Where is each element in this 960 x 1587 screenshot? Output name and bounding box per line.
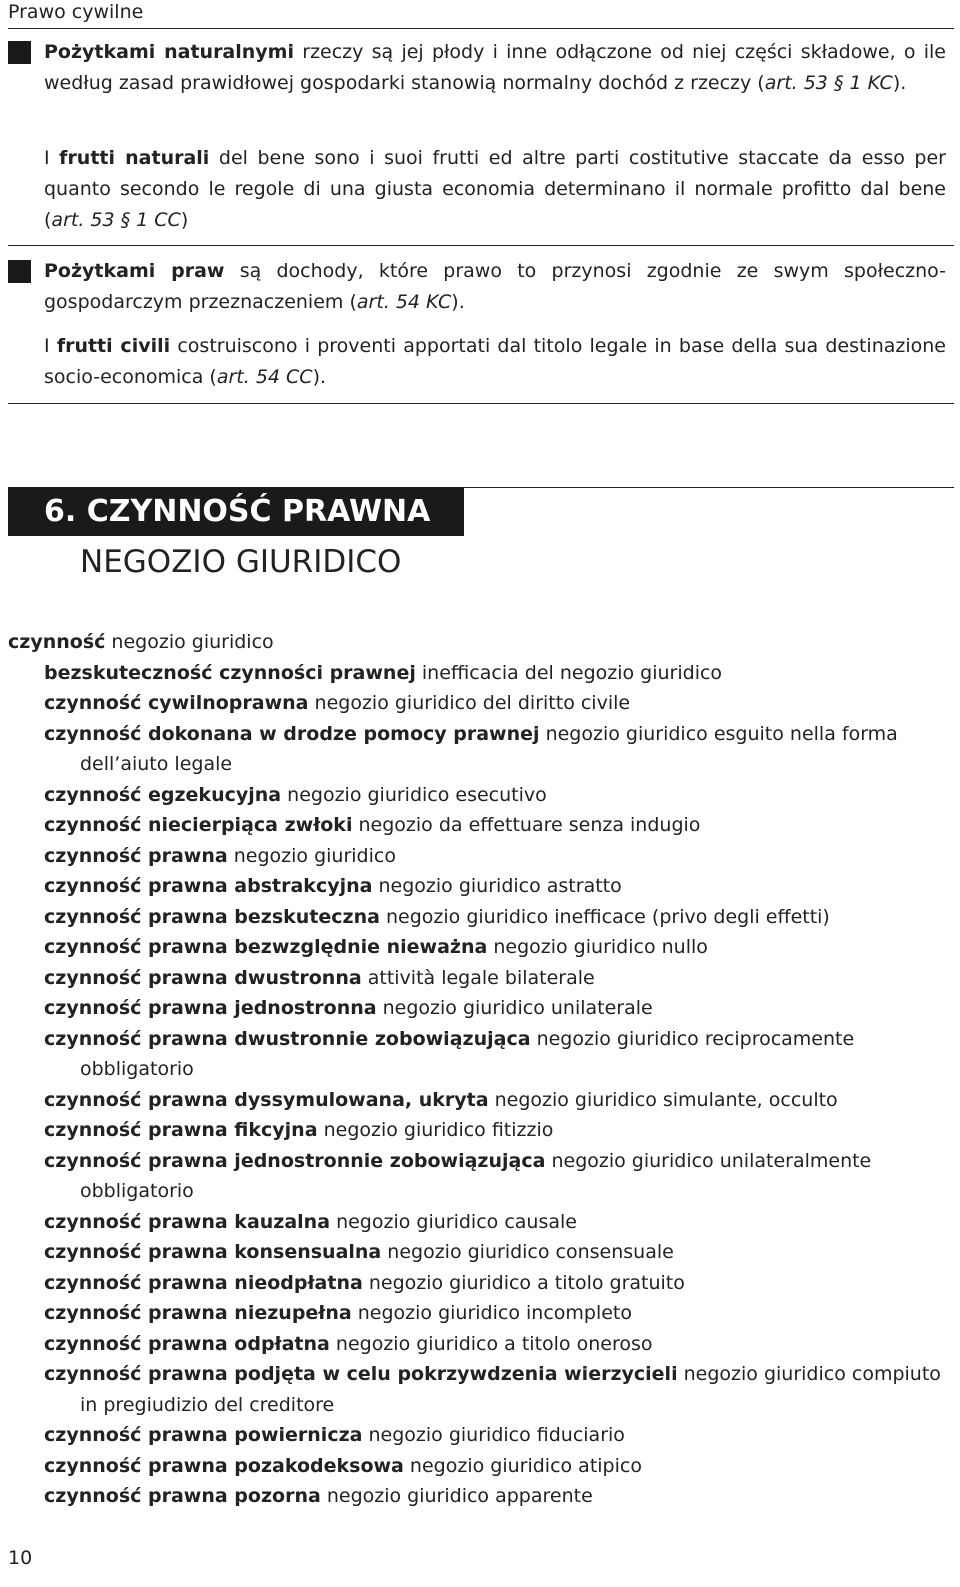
term-pl-2: Pożytkami praw — [44, 260, 225, 282]
glossary-term: czynność dokonana w drodze pomocy prawnej — [44, 722, 540, 745]
glossary-term: czynność prawna — [44, 844, 228, 867]
bullet-square — [8, 41, 31, 64]
paragraph-pl-2 — [44, 256, 946, 318]
glossary-term: czynność prawna powiernicza — [44, 1424, 363, 1446]
glossary-entry — [8, 1451, 946, 1482]
page-number: 10 — [8, 1547, 33, 1569]
glossary-term: czynność prawna pozorna — [44, 1485, 321, 1507]
glossary-translation: negozio giuridico a titolo gratuito — [362, 1271, 685, 1294]
glossary-translation: negozio giuridico unilaterale — [376, 997, 653, 1019]
glossary-translation: negozio giuridico simulante, occulto — [488, 1088, 838, 1111]
glossary-translation: negozio giuridico — [105, 631, 274, 653]
glossary-translation: negozio da effettuare senza indugio — [352, 814, 701, 836]
ref-it-2: art. 54 CC — [216, 366, 313, 388]
glossary-term: czynność prawna nieodpłatna — [44, 1271, 363, 1294]
glossary-translation: negozio giuridico atipico — [403, 1454, 642, 1477]
glossary-term: czynność niecierpiąca zwłoki — [44, 814, 353, 836]
ref-pl-2: art. 54 KC — [356, 291, 452, 313]
text-it-2: costruiscono i proventi apportati dal titolo legale in base della sua destinazione socio-economica ( — [44, 335, 946, 388]
glossary-translation: negozio giuridico — [227, 844, 396, 867]
glossary-entry — [8, 780, 946, 811]
glossary-entry — [8, 1359, 946, 1420]
glossary-translation: negozio giuridico esguito nella forma dell’aiuto legale — [80, 722, 898, 775]
glossary-term: czynność prawna abstrakcyjna — [44, 875, 373, 897]
glossary-entry — [8, 902, 946, 933]
glossary-term: czynność prawna odpłatna — [44, 1332, 330, 1355]
running-head: Prawo cywilne — [8, 1, 144, 23]
glossary-entry — [8, 932, 946, 963]
bullet-square — [8, 260, 31, 283]
glossary-translation: inefficacia del negozio giuridico — [415, 661, 723, 684]
chapter-rule — [464, 487, 954, 488]
glossary-translation: negozio giuridico incompleto — [351, 1302, 632, 1324]
paragraph-pl-1 — [44, 37, 946, 99]
glossary-translation: negozio giuridico a titolo oneroso — [329, 1332, 653, 1355]
glossary-term: bezskuteczność czynności prawnej — [44, 661, 416, 684]
ref-it-1: art. 53 § 1 CC — [51, 209, 181, 231]
glossary-entry — [8, 719, 946, 780]
glossary-entry — [8, 1420, 946, 1451]
glossary-entry — [8, 1085, 946, 1116]
glossary-entry — [8, 993, 946, 1024]
glossary-term: czynność prawna bezskuteczna — [44, 905, 380, 928]
header-rule — [8, 28, 954, 29]
glossary-translation: negozio giuridico inefficace (privo degli effetti) — [379, 905, 830, 928]
glossary-translation: negozio giuridico causale — [330, 1210, 577, 1233]
chapter-title: 6. CZYNNOŚĆ PRAWNA — [44, 494, 431, 529]
text-it-1: del bene sono i suoi frutti ed altre parti costitutive staccate da esso per quanto secondo le regole di una giusta economia determinano il normale profitto dal bene ( — [44, 147, 946, 231]
glossary-entry — [8, 1298, 946, 1329]
glossary-translation: negozio giuridico compiuto in pregiudizio del creditore — [80, 1363, 941, 1416]
glossary-term: czynność cywilnoprawna — [44, 692, 309, 714]
end-it-2: ). — [312, 366, 327, 388]
glossary-entry — [8, 1207, 946, 1238]
glossary-entry — [8, 1237, 946, 1268]
glossary-list — [8, 627, 946, 1512]
glossary-translation: negozio giuridico fiduciario — [362, 1424, 625, 1446]
glossary-entry — [8, 1481, 946, 1512]
glossary-entry — [8, 1024, 946, 1085]
glossary-translation: negozio giuridico del diritto civile — [308, 692, 631, 714]
glossary-translation: negozio giuridico consensuale — [381, 1241, 674, 1263]
glossary-translation: negozio giuridico astratto — [372, 875, 622, 897]
term-it-1: frutti naturali — [59, 147, 210, 169]
end-pl-1: ). — [892, 72, 907, 94]
glossary-entry — [8, 963, 946, 994]
glossary-term: czynność prawna niezupełna — [44, 1302, 352, 1324]
end-pl-2: ). — [451, 291, 465, 313]
glossary-head-entry — [8, 627, 946, 658]
text-pl-1: rzeczy są jej płody i inne odłączone od niej części składowe, o ile według zasad prawidłowej gospodarki stanowią normalny dochód z rzeczy ( — [44, 41, 946, 94]
chapter-subtitle: NEGOZIO GIURIDICO — [80, 544, 402, 580]
glossary-entry — [8, 810, 946, 841]
glossary-term: czynność prawna bezwzględnie nieważna — [44, 936, 488, 958]
start-it-2: I — [44, 335, 57, 357]
section-rule — [8, 403, 954, 404]
ref-pl-1: art. 53 § 1 KC — [764, 72, 893, 94]
glossary-term: czynność prawna fikcyjna — [44, 1119, 318, 1141]
section-rule — [8, 245, 954, 246]
end-it-1: ) — [180, 209, 189, 231]
glossary-entry — [8, 688, 946, 719]
glossary-translation: negozio giuridico unilateralmente obbligatorio — [80, 1149, 872, 1202]
glossary-term: czynność prawna dwustronna — [44, 966, 362, 989]
glossary-translation: attività legale bilaterale — [361, 966, 595, 989]
glossary-term: czynność prawna dyssymulowana, ukryta — [44, 1088, 489, 1111]
glossary-term: czynność prawna jednostronnie zobowiązująca — [44, 1149, 546, 1172]
paragraph-it-1 — [44, 143, 946, 236]
start-it-1: I — [44, 147, 60, 169]
glossary-term: czynność prawna konsensualna — [44, 1241, 382, 1263]
glossary-entry — [8, 841, 946, 872]
glossary-entry — [8, 1329, 946, 1360]
glossary-entry — [8, 1115, 946, 1146]
glossary-translation: negozio giuridico nullo — [487, 936, 708, 958]
glossary-term: czynność prawna jednostronna — [44, 997, 377, 1019]
text-pl-2: są dochody, które prawo to przynosi zgodnie ze swym społeczno-gospodarczym przeznaczeniem ( — [44, 260, 947, 313]
glossary-translation: negozio giuridico esecutivo — [281, 783, 547, 806]
glossary-entry — [8, 1146, 946, 1207]
glossary-translation: negozio giuridico fitizzio — [317, 1119, 554, 1141]
glossary-term: czynność — [8, 631, 106, 653]
glossary-term: czynność prawna podjęta w celu pokrzywdzenia wierzycieli — [44, 1363, 678, 1385]
glossary-term: czynność prawna kauzalna — [44, 1210, 331, 1233]
glossary-term: czynność prawna pozakodeksowa — [44, 1454, 404, 1477]
term-it-2: frutti civili — [56, 335, 171, 357]
glossary-term: czynność prawna dwustronnie zobowiązująca — [44, 1027, 531, 1050]
term-pl-1: Pożytkami naturalnymi — [44, 41, 294, 63]
glossary-translation: negozio giuridico reciprocamente obbligatorio — [80, 1027, 855, 1080]
glossary-entry — [8, 658, 946, 689]
glossary-entry — [8, 871, 946, 902]
glossary-term: czynność egzekucyjna — [44, 783, 282, 806]
glossary-translation: negozio giuridico apparente — [320, 1485, 593, 1507]
paragraph-it-2 — [44, 331, 946, 393]
glossary-entry — [8, 1268, 946, 1299]
